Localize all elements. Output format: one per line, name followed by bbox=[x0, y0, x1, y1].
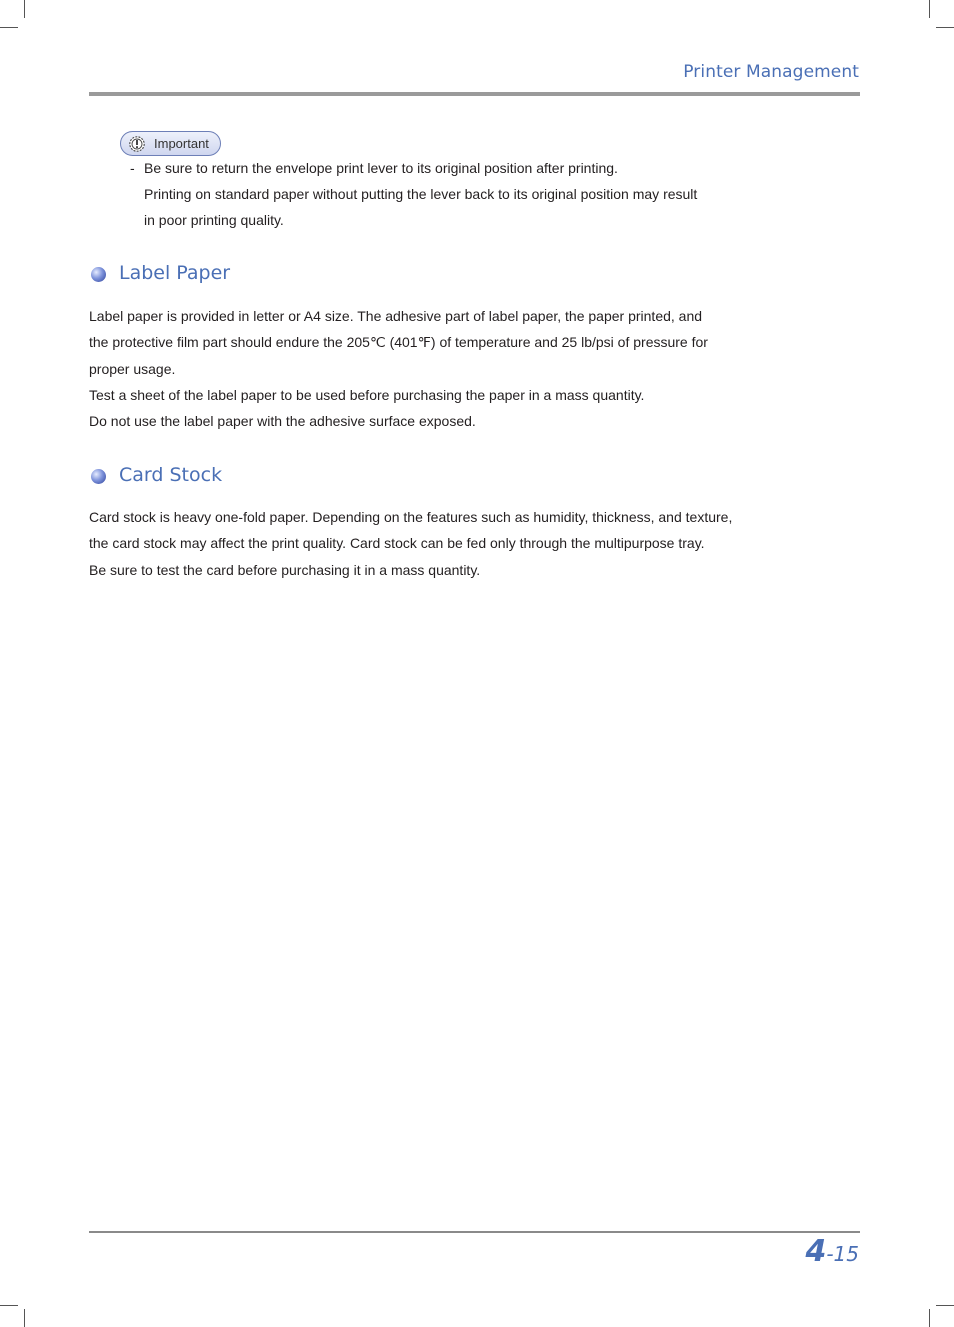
crop-mark bbox=[929, 0, 930, 18]
blue-bullet-icon bbox=[91, 267, 106, 282]
important-badge bbox=[120, 131, 221, 156]
warning-gear-icon bbox=[128, 135, 146, 153]
page-separator: - bbox=[826, 1242, 834, 1266]
section-heading-label-paper bbox=[91, 262, 230, 284]
body-line: proper usage. bbox=[89, 360, 176, 377]
body-line: the protective film part should endure the 205℃ (401℉) of temperature and 25 lb/psi of pressure for bbox=[89, 334, 708, 351]
footer-rule bbox=[89, 1231, 860, 1233]
heading-text: Label Paper bbox=[119, 262, 231, 284]
label-paper-body bbox=[89, 303, 809, 434]
body-line: Card stock is heavy one-fold paper. Depending on the features such as humidity, thickness, and texture, bbox=[89, 509, 733, 525]
note-line: in poor printing quality. bbox=[144, 212, 284, 228]
crop-mark bbox=[24, 1309, 25, 1327]
header-rule bbox=[89, 92, 860, 96]
important-note bbox=[130, 155, 770, 233]
page-index: 15 bbox=[833, 1242, 859, 1266]
crop-mark bbox=[936, 27, 954, 28]
crop-mark bbox=[24, 0, 25, 18]
crop-mark bbox=[929, 1309, 930, 1327]
body-line: Do not use the label paper with the adhesive surface exposed. bbox=[89, 413, 476, 430]
card-stock-body bbox=[89, 504, 809, 583]
running-header: Printer Management bbox=[683, 62, 859, 82]
crop-mark bbox=[0, 1305, 18, 1306]
blue-bullet-icon bbox=[91, 469, 106, 484]
crop-mark bbox=[936, 1305, 954, 1306]
note-dash: - bbox=[130, 160, 135, 176]
note-line: Be sure to return the envelope print lever to its original position after printing. bbox=[144, 160, 618, 176]
section-heading-card-stock bbox=[91, 464, 222, 486]
heading-text: Card Stock bbox=[119, 464, 223, 486]
body-line: Test a sheet of the label paper to be used before purchasing the paper in a mass quantity. bbox=[89, 386, 645, 403]
body-line: Be sure to test the card before purchasing it in a mass quantity. bbox=[89, 561, 481, 578]
important-label: Important bbox=[154, 136, 209, 151]
body-line: the card stock may affect the print quality. Card stock can be fed only through the multipurpose tray. bbox=[89, 535, 705, 552]
page-number bbox=[805, 1234, 859, 1269]
crop-mark bbox=[0, 27, 18, 28]
body-line: Label paper is provided in letter or A4 size. The adhesive part of label paper, the paper printed, and bbox=[89, 308, 703, 324]
note-line: Printing on standard paper without putting the lever back to its original position may result bbox=[144, 186, 698, 202]
chapter-number: 4 bbox=[805, 1234, 827, 1269]
